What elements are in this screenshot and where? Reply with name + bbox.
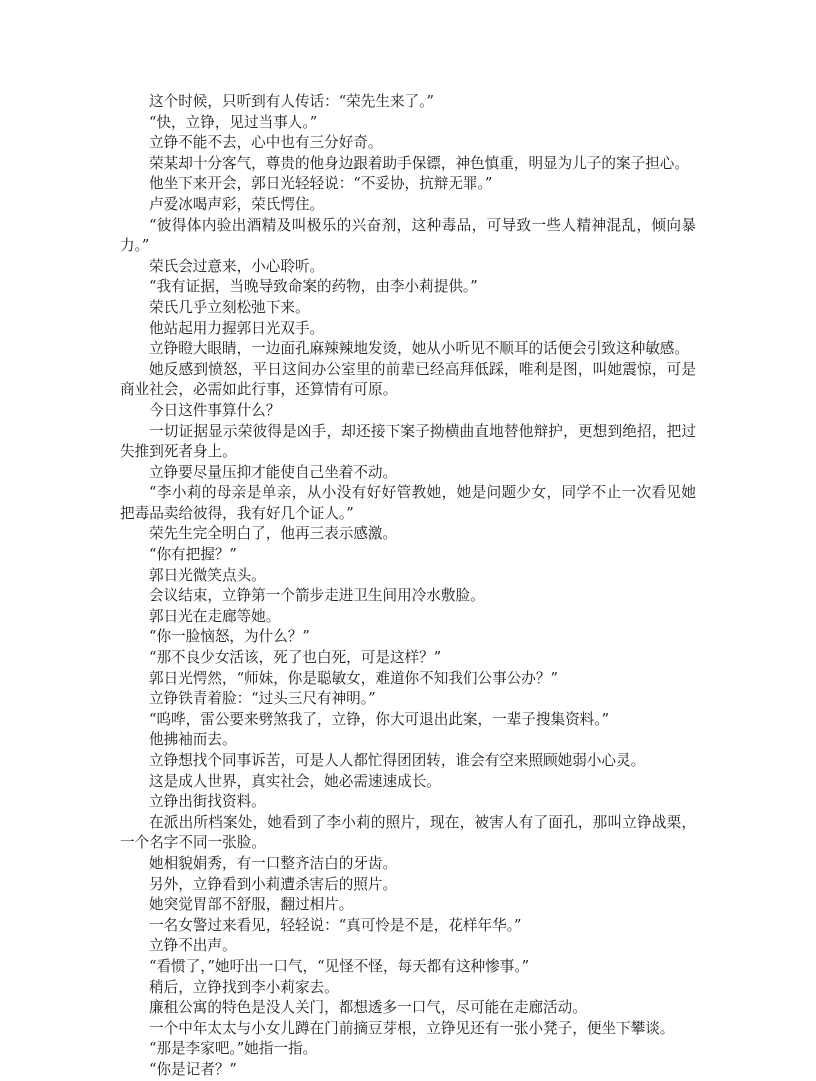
paragraph: “快，立铮，见过当事人。” [149,113,318,131]
paragraph: 立铮不能不去，心中也有三分好奇。 [149,134,383,152]
paragraph: 另外，立铮看到小莉遭杀害后的照片。 [149,875,398,893]
paragraph: 这是成人世界，真实社会，她必需速速成长。 [149,772,441,790]
paragraph: 立铮瞪大眼睛，一边面孔麻辣辣地发烫，她从小听见不顺耳的话便会引致这种敏感。 [149,340,689,358]
paragraph: 荣氏会过意来，小心聆听。 [149,257,325,275]
paragraph: 这个时候，只听到有人传话：“荣先生来了。” [149,93,434,110]
paragraph: “李小莉的母亲是单亲，从小没有好好管教她，她是问题少女，同学不止一次看见她把毒品卖给彼得，我有好几个证人。” [120,484,696,522]
paragraph: 一名女警过来看见，轻轻说：“真可怜是不是，花样年华。” [149,916,522,934]
paragraph: 立铮不出声。 [149,937,237,955]
paragraph: 她反感到愤怒，平日这间办公室里的前辈已经高拜低踩，唯利是图，叫她震惊，可是商业社会，必需如此行事，还算情有可原。 [120,360,696,399]
paragraph: “你是记者？” [149,1060,237,1078]
paragraph: “呜哗，雷公要来劈煞我了，立铮，你大可退出此案，一辈子搜集资料。” [149,710,610,728]
paragraph: 卢爱冰喝声彩，荣氏愕住。 [149,195,325,213]
paragraph: 荣某却十分客气，尊贵的他身边跟着助手保镖，神色慎重，明显为儿子的案子担心。 [149,154,689,172]
paragraph: 稍后，立铮找到李小莉家去。 [149,978,339,996]
paragraph: “那是李家吧。”她指一指。 [149,1040,318,1058]
paragraph: 郭日光在走廊等她。 [149,607,281,625]
paragraph: 郭日光愕然，“师妹，你是聪敏女，难道你不知我们公事公办？” [149,669,558,687]
paragraph: 郭日光微笑点头。 [149,566,266,584]
paragraph: 他站起用力握郭日光双手。 [149,319,325,337]
paragraph: 会议结束，立铮第一个箭步走进卫生间用冷水敷脸。 [149,587,485,605]
body-text [120,92,696,1081]
paragraph: 荣氏几乎立刻松弛下来。 [149,298,310,316]
paragraph: 立铮要尽量压抑才能使自己坐着不动。 [149,463,398,481]
paragraph: 一个中年太太与小女儿蹲在门前摘豆芽根，立铮见还有一张小凳子，便坐下攀谈。 [149,1019,675,1037]
paragraph: “我有证据，当晚导致命案的药物，由李小莉提供。” [149,278,478,296]
paragraph: 立铮想找个同事诉苦，可是人人都忙得团团转，谁会有空来照顾她弱小心灵。 [149,752,646,769]
paragraph: “你一脸恼怒，为什么？” [149,628,310,646]
paragraph: 她相貌娟秀，有一口整齐洁白的牙齿。 [149,854,398,872]
paragraph: 廉租公寓的特色是没人关门，都想透多一口气，尽可能在走廊活动。 [149,999,587,1017]
paragraph: 荣先生完全明白了，他再三表示感激。 [149,525,398,543]
paragraph: “彼得体内验出酒精及叫极乐的兴奋剂，这种毒品，可导致一些人精神混乱，倾向暴力。” [120,216,696,255]
paragraph: 一切证据显示荣彼得是凶手，却还接下案子拗横曲直地替他辩护，更想到绝招，把过失推到死者身上。 [120,422,696,461]
paragraph: “你有把握？” [149,546,237,564]
paragraph: 他拂袖而去。 [149,731,237,749]
paragraph: “看惯了，”她吁出一口气，“见怪不怪，每天都有这种惨事。” [149,957,530,975]
paragraph: 今日这件事算什么？ [149,401,281,419]
paragraph: 在派出所档案处，她看到了李小莉的照片，现在，被害人有了面孔，那叫立铮战栗，一个名字不同一张脸。 [120,813,696,852]
paragraph: “那不良少女活该，死了也白死，可是这样？” [149,649,442,667]
paragraph: 立铮铁青着脸：“过头三尺有神明。” [149,690,376,708]
paragraph: 她突觉胃部不舒服，翻过相片。 [149,896,354,914]
paragraph: 他坐下来开会，郭日光轻轻说：“不妥协，抗辩无罪。” [149,175,493,193]
paragraph: 立铮出街找资料。 [149,793,266,811]
